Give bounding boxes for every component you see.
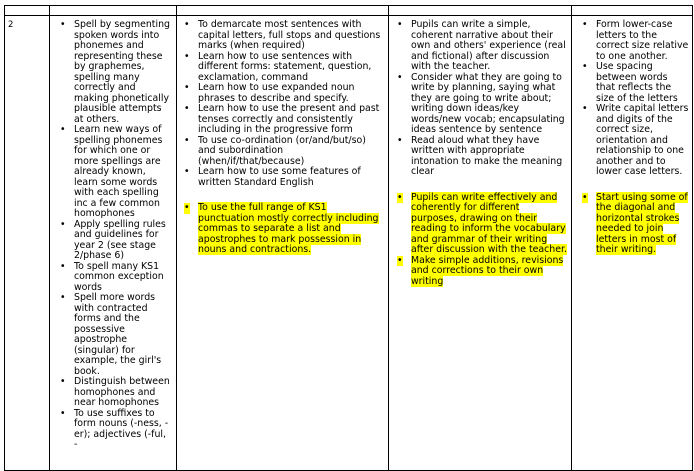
list-item: • Spell more words with contracted forms and the possessive apostrophe (singular) for example, the girl's book.: [74, 293, 172, 377]
handwriting-highlighted-list: [572, 189, 692, 256]
grammar-cell: [177, 16, 389, 471]
highlighted-list-item: [198, 203, 384, 256]
list-item: • To demarcate most sentences with capital letters, full stops and questions marks (when required): [198, 20, 384, 52]
row-number-cell: [5, 16, 50, 471]
highlighted-text: Make simple additions, revisions and corrections to their own writing: [411, 254, 564, 287]
composition-cell: [389, 16, 572, 471]
handwriting-cell: [572, 16, 693, 471]
highlighted-list-item: [596, 193, 689, 256]
list-item: • Spell by segmenting spoken words into phonemes and representing these by graphemes, spelling many correctly and making phonetically plausible attempts at others.: [74, 20, 172, 125]
list-item: • Read aloud what they have written with appropriate intonation to make the meaning clear: [411, 136, 567, 178]
list-item: • To use co-ordination (or/and/but/so) and subordination (when/if/that/because): [198, 136, 384, 168]
list-item: • Learn how to use the present and past tenses correctly and consistently including in the progressive form: [198, 104, 384, 136]
list-item: • Write capital letters and digits of the correct size, orientation and relationship to one another and to lower case letters.: [596, 104, 689, 178]
list-item: • Learn how to use some features of written Standard English: [198, 167, 384, 188]
spelling-cell: [50, 16, 177, 471]
grammar-highlighted-list: [177, 199, 388, 256]
header-cell: [389, 6, 572, 16]
handwriting-list: [572, 16, 692, 178]
list-item: • Apply spelling rules and guidelines for year 2 (see stage 2/phase 6): [74, 220, 172, 262]
highlighted-text: Pupils can write effectively and coherently for different purposes, drawing on their reading to inform the vocabulary and grammar of their writing after discussion with the teacher.: [411, 191, 567, 255]
composition-highlighted-list: [389, 189, 571, 288]
list-item: • Learn how to use expanded noun phrases to describe and specify.: [198, 83, 384, 104]
header-row: [5, 6, 693, 16]
curriculum-table: [4, 5, 693, 471]
list-item: • Use spacing between words that reflects the size of the letters: [596, 62, 689, 104]
highlighted-list-item: [411, 193, 567, 256]
composition-list: [389, 16, 571, 178]
list-item: • Form lower-case letters to the correct size relative to one another.: [596, 20, 689, 62]
year-row: [5, 16, 693, 471]
list-item: • Learn new ways of spelling phonemes for which one or more spellings are already known, learn some words with each spelling inc a few common homophones: [74, 125, 172, 220]
list-item: • Consider what they are going to write by planning, saying what they are going to write about; writing down ideas/key words/new vocab; encapsulating ideas sentence by sentence: [411, 73, 567, 136]
header-cell: [50, 6, 177, 16]
highlighted-text: To use the full range of KS1 punctuation mostly correctly including commas to separate a list and apostrophes to mark possession in nouns and contractions.: [198, 202, 379, 255]
grammar-list: [177, 16, 388, 188]
list-item: • Learn how to use sentences with different forms: statement, question, exclamation, command: [198, 52, 384, 84]
list-item: • To use suffixes to form nouns (-ness, -er); adjectives (-ful, -: [74, 409, 172, 451]
list-item: • Distinguish between homophones and near homophones: [74, 377, 172, 409]
header-cell: [572, 6, 693, 16]
header-cell: [5, 6, 50, 16]
list-item: • Pupils can write a simple, coherent narrative about their own and others' experience (real and fictional) after discussion with the teacher.: [411, 20, 567, 73]
header-cell: [177, 6, 389, 16]
highlighted-list-item: [411, 256, 567, 288]
row-number: 2: [8, 20, 14, 30]
spelling-list: [50, 16, 176, 451]
highlighted-text: Start using some of the diagonal and horizontal strokes needed to join letters in most of their writing.: [596, 191, 688, 255]
list-item: • To spell many KS1 common exception words: [74, 262, 172, 294]
